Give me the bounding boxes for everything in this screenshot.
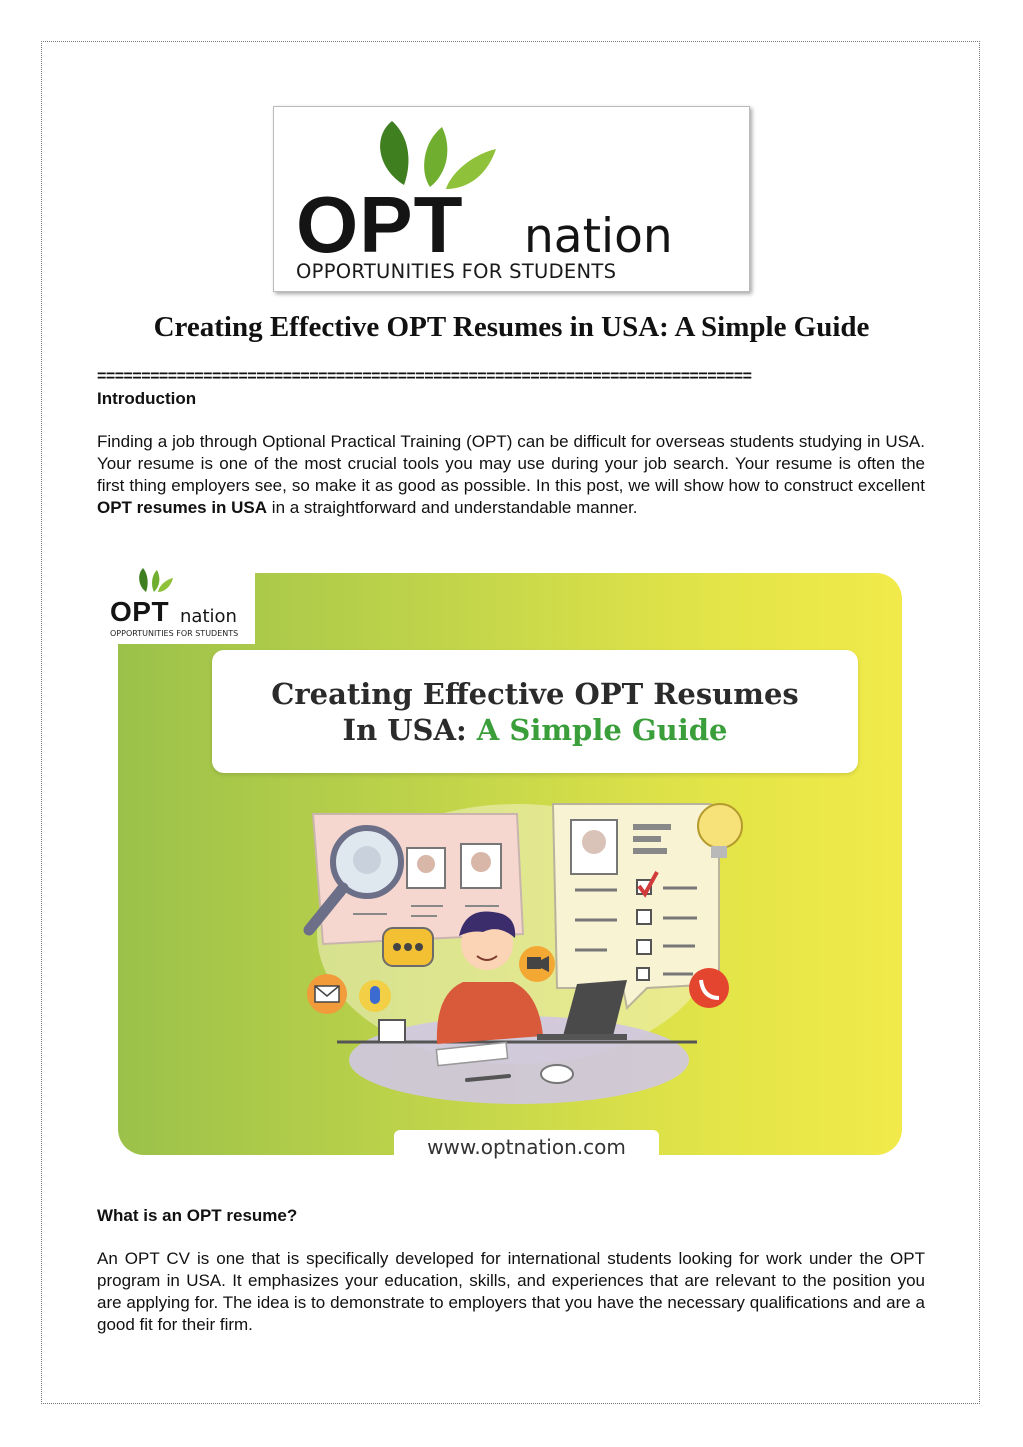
optnation-logo <box>273 106 750 292</box>
banner-logo <box>107 562 255 644</box>
banner-title-line1: Creating Effective OPT Resumes <box>271 677 799 711</box>
envelope-icon <box>307 974 347 1014</box>
chat-bubble-icon <box>383 928 433 966</box>
section-heading-what-is-opt-resume: What is an OPT resume? <box>97 1206 298 1225</box>
banner-title-card <box>212 650 858 773</box>
banner-url-box <box>394 1130 659 1164</box>
logo-wordmark-nation: nation <box>524 209 673 264</box>
banner-url: www.optnation.com <box>427 1135 626 1159</box>
intro-keyword: OPT resumes in USA <box>97 498 268 517</box>
banner-title-line2-b: A Simple Guide <box>476 713 728 747</box>
banner-title-line2-a: In USA: <box>342 713 477 747</box>
banner-title-line2 <box>212 712 858 748</box>
logo-wordmark-opt: OPT <box>296 180 464 269</box>
banner-logo-nation: nation <box>180 606 237 627</box>
resume-illustration <box>287 784 747 1124</box>
phone-icon <box>689 968 729 1008</box>
banner-logo-tagline: OPPORTUNITIES FOR STUDENTS <box>110 629 239 638</box>
separator-line: ========================================================================== <box>97 368 752 385</box>
intro-text-after: in a straightforward and understandable manner. <box>267 498 638 517</box>
intro-paragraph <box>97 431 925 519</box>
video-call-icon <box>519 946 555 982</box>
intro-text-before: Finding a job through Optional Practical Training (OPT) can be difficult for overseas students studying in USA. Your resume is one of the most crucial tools you may use during your job search. Your resume is often the first thing employers see, so make it as good as possible. In this post, we will show how to construct excellent <box>97 432 925 495</box>
article-banner-image <box>107 562 913 1164</box>
section-paragraph-what-is-opt-resume: An OPT CV is one that is specifically developed for international students looking for work under the OPT program in USA. It emphasizes your education, skills, and experiences that are relevant to the position you are applying for. The idea is to demonstrate to employers that you have the necessary qualifications and are a good fit for their firm. <box>97 1249 925 1334</box>
banner-logo-opt: OPT <box>110 596 170 627</box>
logo-tagline: OPPORTUNITIES FOR STUDENTS <box>296 260 617 283</box>
page-title: Creating Effective OPT Resumes in USA: A Simple Guide <box>153 311 870 343</box>
microphone-icon <box>359 980 391 1012</box>
intro-heading: Introduction <box>97 389 197 408</box>
